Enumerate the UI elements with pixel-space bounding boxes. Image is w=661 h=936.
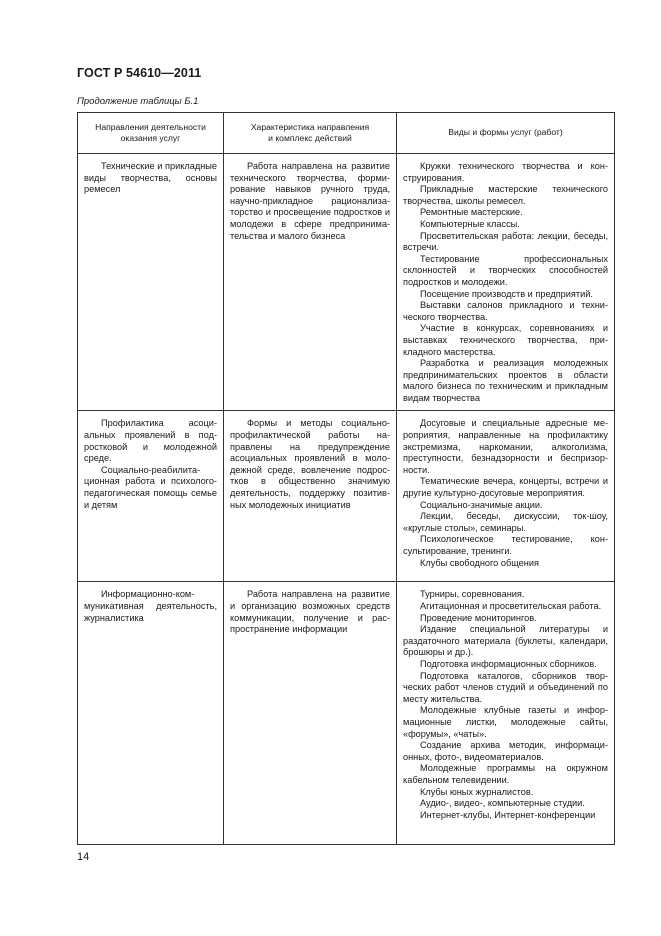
direction-cell	[78, 154, 224, 411]
characteristic-text: Формы и методы социально-профилактической работы направлены на предупреждение асоциальных проявлений в молодежной среде, вовлечение подростков в общественно значимую деятельность, поддержку позитивных молодежных инициатив	[230, 418, 390, 510]
service-item: Досуговые и специальные адресные мероприятия, направленные на профилактику экстремизма, наркомании, алкоголизма, преступности, безнадзорности и беспризорности.	[403, 418, 608, 475]
service-item: Социально-значимые акции.	[420, 499, 543, 510]
service-item: Просветительская работа: лекции, беседы, встречи.	[403, 230, 608, 253]
header-line: и комплекс действий	[268, 133, 352, 143]
service-item: Тестирование профессиональных склонностей и творческих способностей подростков и молодежи.	[403, 253, 608, 287]
services-cell	[397, 411, 615, 582]
header-line: Характеристика направления	[250, 121, 370, 132]
column-header-services	[397, 113, 615, 154]
direction-text: Информационно-коммуникативная деятельность, журналистика	[84, 589, 217, 623]
service-item: Молодежные программы на окружном кабельном телевидении.	[403, 763, 608, 785]
service-item: Проведение мониторингов.	[420, 612, 537, 623]
direction-cell	[78, 411, 224, 582]
service-item: Издание специальной литературы и раздаточного материала (буклеты, календари, брошюры и др.).	[403, 624, 608, 658]
direction-cell	[78, 582, 224, 845]
characteristic-cell	[224, 582, 397, 845]
table-row	[78, 582, 615, 845]
column-header-direction	[78, 113, 224, 154]
service-item: Разработка и реализация молодежных предпринимательских проектов в области малого бизнеса по техническим и прикладным видам творчества	[403, 358, 608, 403]
header-line: оказания услуг	[120, 133, 181, 143]
service-item: Посещение производств и предприятий.	[420, 288, 593, 299]
service-item: Психологическое тестирование, консультирование, тренинги.	[403, 534, 608, 556]
service-item: Агитационная и просветительская работа.	[420, 601, 602, 612]
table-row	[78, 154, 615, 411]
services-table	[77, 112, 615, 845]
characteristic-cell	[224, 154, 397, 411]
service-item: Клубы свободного общения	[420, 557, 539, 568]
direction-text: Технические и прикладные виды творчества, основы ремесел	[84, 161, 217, 195]
table-row	[78, 411, 615, 582]
page-number: 14	[77, 851, 90, 863]
service-item: Прикладные мастерские технического творчества, школы ремесел.	[403, 184, 608, 206]
direction-text: Социально-реабилитационная работа и психолого-педагогическая помощь семье и детям	[84, 464, 217, 510]
service-item: Подготовка каталогов, сборников творческих работ членов студий и объединений по месту жительства.	[403, 670, 608, 704]
service-item: Молодежные клубные газеты и информационные листки, молодежные сайты, «форумы», «чаты».	[403, 705, 608, 739]
service-item: Выставки салонов прикладного и технического творчества.	[403, 300, 608, 322]
header-line: Виды и формы услуг (работ)	[448, 127, 563, 138]
service-item: Создание архива методик, информационных, фото-, видеоматериалов.	[403, 740, 608, 762]
service-item: Лекции, беседы, дискуссии, ток-шоу, «круглые столы», семинары.	[403, 511, 608, 533]
service-item: Интернет-клубы, Интернет-конференции	[420, 809, 596, 820]
characteristic-text: Работа направлена на развитие технического творчества, формирование навыков ручного труда, научно-прикладное рационализаторство и просвещение подростков и молодежи в сфере предпринимательства и малого бизнеса	[230, 161, 390, 241]
service-item: Турниры, соревнования.	[420, 589, 525, 600]
characteristic-cell	[224, 411, 397, 582]
characteristic-text: Работа направлена на развитие и организацию возможных средств коммуникации, получение и распространение информации	[230, 589, 390, 635]
service-item: Тематические вечера, концерты, встречи и другие культурно-досуговые мероприятия.	[403, 476, 608, 499]
table-header-row	[78, 113, 615, 154]
services-cell	[397, 154, 615, 411]
services-cell	[397, 582, 615, 845]
service-item: Ремонтные мастерские.	[420, 207, 523, 218]
service-item: Подготовка информационных сборников.	[420, 659, 597, 670]
service-item: Кружки технического творчества и конструирования.	[403, 161, 608, 183]
table-caption: Продолжение таблицы Б.1	[77, 96, 199, 107]
service-item: Клубы юных журналистов.	[420, 786, 534, 797]
direction-text: Профилактика асоциальных проявлений в подростковой и молодежной среде.	[84, 418, 217, 464]
service-item: Участие в конкурсах, соревнованиях и выставках технического творчества, прикладного мастерства.	[403, 323, 608, 357]
service-item: Аудио-, видео-, компьютерные студии.	[420, 798, 585, 809]
standard-title: ГОСТ Р 54610—2011	[77, 66, 202, 80]
service-item: Компьютерные классы.	[420, 218, 520, 229]
column-header-characteristic	[224, 113, 397, 154]
header-line: Направления деятельности	[95, 121, 206, 132]
